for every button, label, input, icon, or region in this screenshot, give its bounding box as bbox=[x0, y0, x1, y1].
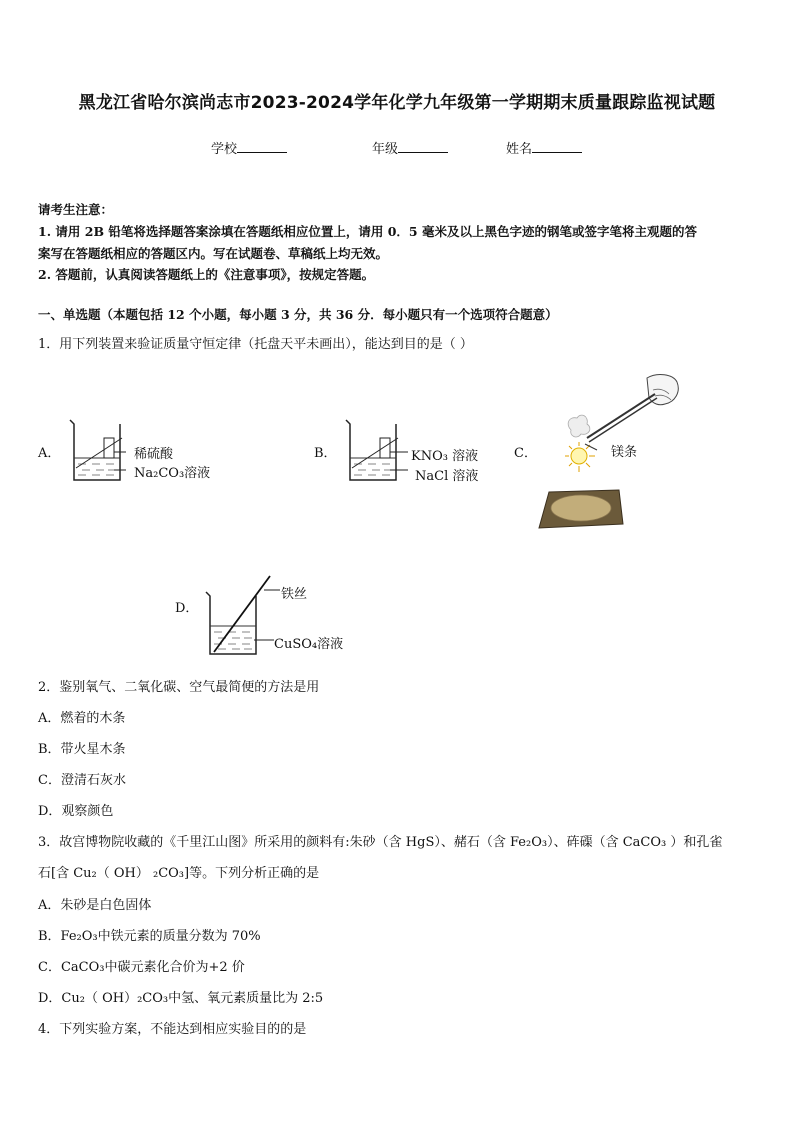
q1-option-b-label: B． bbox=[314, 446, 337, 461]
q1-a-top-label: 稀硫酸 bbox=[134, 447, 174, 462]
q1-option-c-label: C． bbox=[514, 446, 537, 461]
q1-option-a-label: A． bbox=[38, 446, 61, 461]
q2-option-c: C．澄清石灰水 bbox=[38, 773, 126, 788]
q1-stem: 1．用下列装置来验证质量守恒定律（托盘天平未画出），能达到目的是（ ） bbox=[38, 337, 473, 352]
name-field bbox=[506, 142, 582, 158]
grade-field bbox=[372, 142, 448, 158]
section-heading: 一、单选题（本题包括 12 个小题，每小题 3 分，共 36 分．每小题只有一个选项符合题意） bbox=[38, 307, 558, 322]
q3-stem-line1: 3．故宫博物院收藏的《千里江山图》所采用的颜料有:朱砂（含 HgS）、赭石（含 Fe₂O₃）、砗磲（含 CaCO₃ ）和孔雀 bbox=[38, 835, 723, 850]
q3-stem-line2: 石[含 Cu₂（ OH） ₂CO₃]等。下列分析正确的是 bbox=[38, 866, 320, 881]
name-blank bbox=[532, 152, 582, 153]
q2-option-a: A．燃着的木条 bbox=[38, 711, 126, 726]
school-blank bbox=[237, 152, 287, 153]
q3-option-d: D．Cu₂（ OH）₂CO₃中氢、氧元素质量比为 2:5 bbox=[38, 991, 324, 1006]
q1-d-bottom-label: CuSO₄溶液 bbox=[274, 637, 344, 652]
beaker-d-diagram bbox=[204, 574, 284, 658]
q2-option-b: B．带火星木条 bbox=[38, 742, 126, 757]
grade-blank bbox=[398, 152, 448, 153]
q2-option-d: D．观察颜色 bbox=[38, 804, 114, 819]
beaker-a-diagram bbox=[68, 418, 128, 484]
beaker-b-diagram bbox=[344, 418, 410, 484]
q1-a-bottom-label: Na₂CO₃溶液 bbox=[134, 466, 211, 481]
q1-b-top-label: KNO₃ 溶液 bbox=[411, 449, 479, 464]
name-label: 姓名 bbox=[506, 142, 533, 157]
q3-option-a: A．朱砂是白色固体 bbox=[38, 898, 152, 913]
notice-heading: 请考生注意： bbox=[38, 202, 114, 217]
grade-label: 年级 bbox=[372, 142, 399, 157]
school-label: 学校 bbox=[211, 142, 238, 157]
notice-item-1a: 1. 请用 2B 铅笔将选择题答案涂填在答题纸相应位置上，请用 0．5 毫米及以上黑色字迹的钢笔或签字笔将主观题的答 bbox=[38, 224, 697, 239]
q1-option-d-label: D． bbox=[175, 601, 199, 616]
notice-item-2: 2. 答题前，认真阅读答题纸上的《注意事项》，按规定答题。 bbox=[38, 267, 375, 282]
q2-stem: 2．鉴别氧气、二氧化碳、空气最简便的方法是用 bbox=[38, 680, 320, 695]
school-field bbox=[211, 142, 287, 158]
q4-stem: 4．下列实验方案，不能达到相应实验目的的是 bbox=[38, 1022, 307, 1037]
page-title: 黑龙江省哈尔滨尚志市2023-2024学年化学九年级第一学期期末质量跟踪监视试题 bbox=[78, 93, 716, 113]
magnesium-burning-diagram bbox=[535, 368, 685, 530]
q1-c-label: 镁条 bbox=[611, 445, 638, 460]
q1-b-bottom-label: NaCl 溶液 bbox=[415, 469, 479, 484]
q1-d-top-label: 铁丝 bbox=[281, 587, 308, 602]
q3-option-b: B．Fe₂O₃中铁元素的质量分数为 70% bbox=[38, 929, 261, 944]
notice-item-1b: 案写在答题纸相应的答题区内。写在试题卷、草稿纸上均无效。 bbox=[38, 246, 389, 261]
q3-option-c: C．CaCO₃中碳元素化合价为+2 价 bbox=[38, 960, 245, 975]
